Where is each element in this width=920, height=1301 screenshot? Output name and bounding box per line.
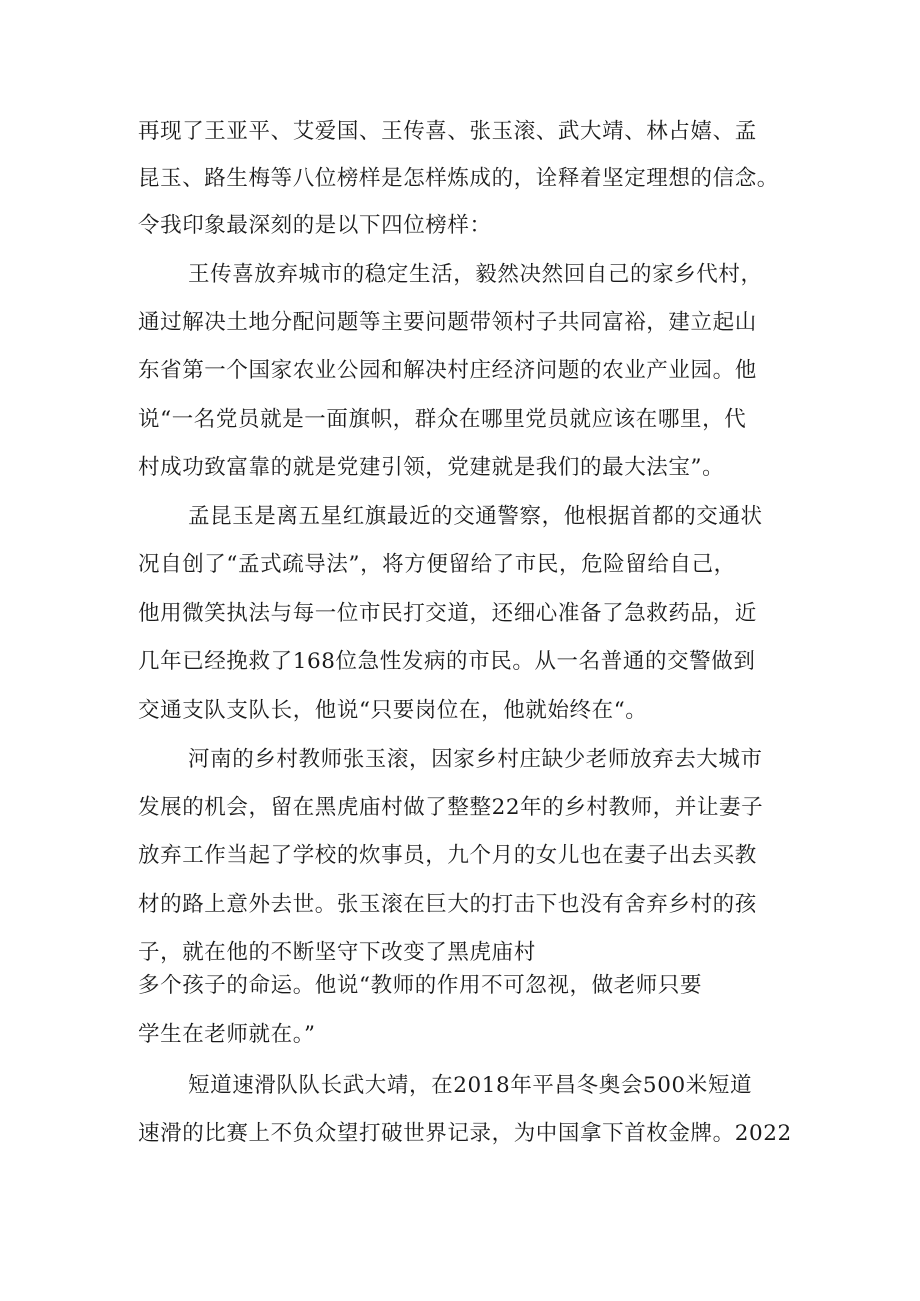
text-line: 再现了王亚平、艾爱国、王传喜、张玉滚、武大靖、林占嬉、孟: [138, 119, 757, 144]
text-line: 子，就在他的不断坚守下改变了黑虎庙村: [138, 940, 536, 965]
paragraph-first-line: 王传喜放弃城市的稳定生活，毅然决然回自己的家乡代村，: [188, 262, 763, 287]
text-line: 昆玉、路生梅等八位榜样是怎样炼成的，诠释着坚定理想的信念。: [138, 166, 779, 191]
paragraph-first-line: 孟昆玉是离五星红旗最近的交通警察，他根据首都的交通状: [188, 504, 763, 529]
paragraph-first-line: 河南的乡村教师张玉滚，因家乡村庄缺少老师放弃去大城市: [188, 747, 763, 772]
text-line: 交通支队支队长，他说“只要岗位在，他就始终在“。: [138, 698, 648, 723]
text-line: 他用微笑执法与每一位市民打交道，还细心准备了急救药品，近: [138, 601, 757, 626]
paragraph-first-line: 短道速滑队队长武大靖，在2018年平昌冬奥会500米短道: [188, 1073, 753, 1098]
text-line: 几年已经挽救了168位急性发病的市民。从一名普通的交警做到: [138, 649, 756, 674]
text-line: 说“一名党员就是一面旗帜，群众在哪里党员就应该在哪里，代: [138, 407, 747, 432]
text-line: 村成功致富靠的就是党建引领，党建就是我们的最大法宝”。: [138, 455, 725, 480]
text-line: 放弃工作当起了学校的炊事员，九个月的女儿也在妻子出去买教: [138, 843, 757, 868]
text-line: 发展的机会，留在黑虎庙村做了整整22年的乡村教师，并让妻子: [138, 795, 764, 820]
text-line: 学生在老师就在。”: [138, 1022, 316, 1047]
text-line: 令我印象最深刻的是以下四位榜样：: [138, 213, 492, 238]
text-line: 多个孩子的命运。他说“教师的作用不可忽视，做老师只要: [138, 973, 703, 998]
text-line: 通过解决土地分配问题等主要问题带领村子共同富裕，建立起山: [138, 310, 757, 335]
text-line: 况自创了“孟式疏导法”，将方便留给了市民，危险留给自己，: [138, 552, 736, 577]
text-line: 东省第一个国家农业公园和解决村庄经济问题的农业产业园。他: [138, 358, 757, 383]
text-line: 速滑的比赛上不负众望打破世界记录，为中国拿下首枚金牌。2022: [138, 1121, 792, 1146]
text-line: 材的路上意外去世。张玉滚在巨大的打击下也没有舍弃乡村的孩: [138, 892, 757, 917]
